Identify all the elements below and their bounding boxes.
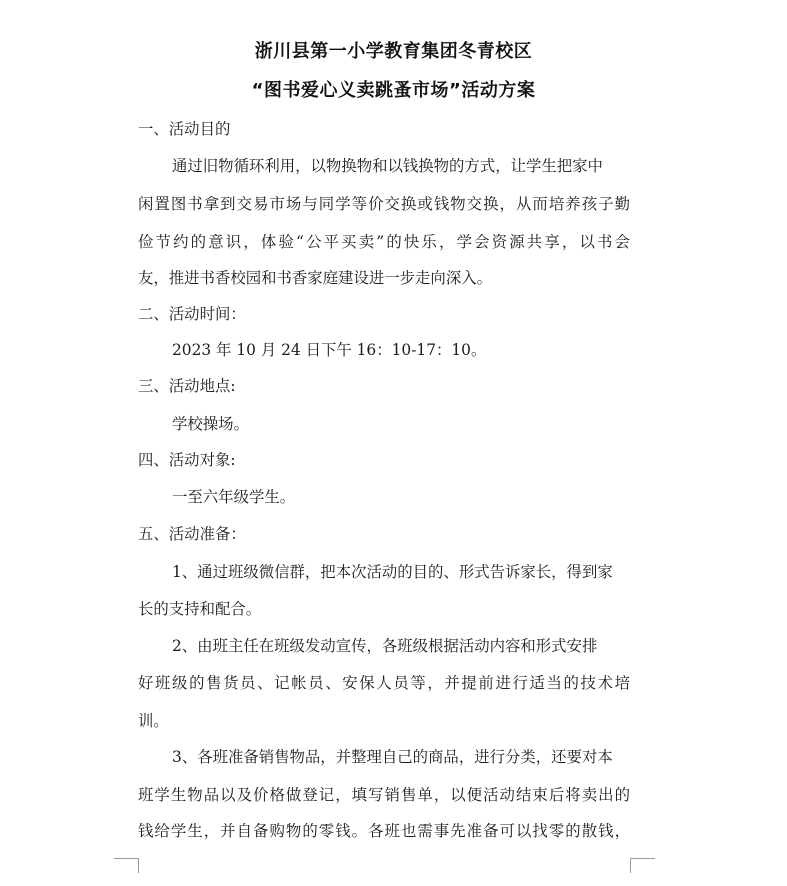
page-corner-mark-left xyxy=(114,858,139,873)
section-heading-location: 三、活动地点: xyxy=(138,377,236,395)
document-title-school: 浙川县第一小学教育集团冬青校区 xyxy=(254,41,533,62)
preparation-item1-line-2: 长的支持和配合。 xyxy=(138,600,262,618)
section-heading-purpose: 一、活动目的 xyxy=(138,120,231,138)
purpose-line-1: 通过旧物循环利用，以物换物和以钱换物的方式，让学生把家中 xyxy=(172,157,603,175)
page-corner-mark-right xyxy=(630,858,655,873)
section-heading-preparation: 五、活动准备： xyxy=(138,525,246,543)
section-heading-time: 二、活动时间： xyxy=(138,305,246,323)
preparation-item2-line-1: 2、由班主任在班级发动宣传，各班级根据活动内容和形式安排 xyxy=(172,637,598,655)
participants-text: 一至六年级学生。 xyxy=(172,488,296,506)
location-text: 学校操场。 xyxy=(172,415,249,433)
preparation-item3-line-1: 3、各班准备销售物品，并整理自己的商品，进行分类，还要对本 xyxy=(172,748,613,766)
section-heading-participants: 四、活动对象: xyxy=(138,451,236,469)
preparation-item3-line-3: 钱给学生，并自备购物的零钱。各班也需事先准备可以找零的散钱， xyxy=(138,822,630,840)
purpose-line-3: 俭节约的意识，体验“公平买卖”的快乐，学会资源共享，以书会 xyxy=(138,233,630,251)
purpose-line-2: 闲置图书拿到交易市场与同学等价交换或钱物交换，从而培养孩子勤 xyxy=(138,195,630,213)
purpose-line-4: 友，推进书香校园和书香家庭建设进一步走向深入。 xyxy=(138,269,492,287)
preparation-item2-line-2: 好班级的售货员、记帐员、安保人员等，并提前进行适当的技术培 xyxy=(138,674,630,692)
time-text: 2023 年 10 月 24 日下午 16：10-17：10。 xyxy=(172,341,487,359)
document-title-activity: “图书爱心义卖跳蚤市场”活动方案 xyxy=(251,80,536,101)
preparation-item1-line-1: 1、通过班级微信群，把本次活动的目的、形式告诉家长，得到家 xyxy=(172,563,613,581)
preparation-item2-line-3: 训。 xyxy=(138,712,169,730)
preparation-item3-line-2: 班学生物品以及价格做登记，填写销售单，以便活动结束后将卖出的 xyxy=(138,786,630,804)
